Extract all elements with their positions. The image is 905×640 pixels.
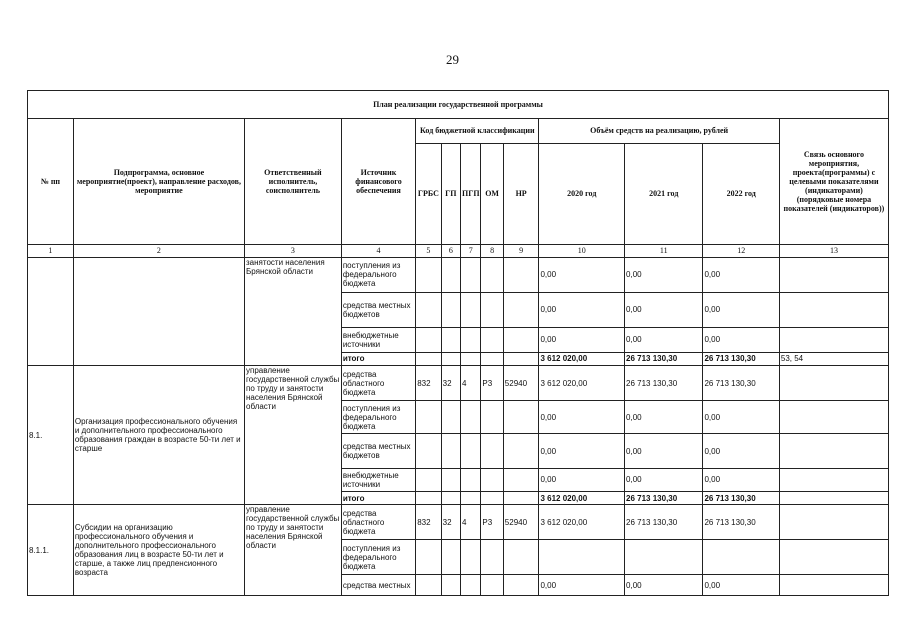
column-number: 13 xyxy=(779,244,888,257)
header-nr: НР xyxy=(503,143,539,244)
table-title: План реализации государственной программы xyxy=(28,91,889,119)
table-row xyxy=(28,366,889,401)
column-number: 9 xyxy=(503,244,539,257)
row-source: средства областного бюджета xyxy=(341,505,415,540)
value-2020: 0,00 xyxy=(539,434,625,469)
code-om: P3 xyxy=(481,505,503,540)
value-2020: 0,00 xyxy=(539,328,625,353)
row-source: внебюджетные источники xyxy=(341,328,415,353)
total-2021: 26 713 130,30 xyxy=(625,352,703,365)
header-budget-code: Код бюджетной классификации xyxy=(416,118,539,143)
header-gp: ГП xyxy=(441,143,460,244)
column-number: 7 xyxy=(461,244,481,257)
value-2021: 0,00 xyxy=(625,257,703,292)
value-2022: 0,00 xyxy=(703,575,779,596)
value-2021: 26 713 130,30 xyxy=(625,366,703,401)
header-responsible: Ответственный исполнитель, соисполнитель xyxy=(245,118,342,244)
row-num xyxy=(28,257,74,365)
value-2022: 26 713 130,30 xyxy=(703,366,779,401)
row-source: внебюджетные источники xyxy=(341,469,415,492)
column-number: 5 xyxy=(416,244,441,257)
column-number: 6 xyxy=(441,244,460,257)
total-2022: 26 713 130,30 xyxy=(703,491,779,504)
code-nr: 52940 xyxy=(503,505,539,540)
code-grbs: 832 xyxy=(416,505,441,540)
header-2020: 2020 год xyxy=(539,143,625,244)
header-link: Связь основного мероприятия, проекта(программы) с целевыми показателями (индикаторами) (порядковые номера показателей (индикаторов)) xyxy=(779,118,888,244)
total-2020: 3 612 020,00 xyxy=(539,491,625,504)
value-2020: 0,00 xyxy=(539,469,625,492)
value-2020: 0,00 xyxy=(539,292,625,327)
header-pgp: ПГП xyxy=(461,143,481,244)
value-2022: 0,00 xyxy=(703,401,779,434)
value-2022: 0,00 xyxy=(703,292,779,327)
row-name: Организация профессионального обучения и дополнительного профессионального образования граждан в возрасте 50-ти лет и старше xyxy=(73,366,244,505)
row-responsible: управление государственной службы по труду и занятости населения Брянской области xyxy=(245,505,342,596)
row-source: средства местных xyxy=(341,575,415,596)
row-name xyxy=(73,257,244,365)
header-om: ОМ xyxy=(481,143,503,244)
row-source: средства местных бюджетов xyxy=(341,434,415,469)
program-plan-table xyxy=(27,90,889,596)
value-2022: 0,00 xyxy=(703,469,779,492)
value-2021: 0,00 xyxy=(625,575,703,596)
column-number: 2 xyxy=(73,244,244,257)
header-source: Источник финансового обеспечения xyxy=(341,118,415,244)
table-row xyxy=(28,505,889,540)
header-grbs: ГРБС xyxy=(416,143,441,244)
row-num: 8.1.1. xyxy=(28,505,74,596)
code-om: P3 xyxy=(481,366,503,401)
column-number: 12 xyxy=(703,244,779,257)
row-source: средства местных бюджетов xyxy=(341,292,415,327)
value-2022: 26 713 130,30 xyxy=(703,505,779,540)
code-pgp: 4 xyxy=(461,366,481,401)
value-2022: 0,00 xyxy=(703,434,779,469)
row-responsible: занятости населения Брянской области xyxy=(245,257,342,365)
code-grbs: 832 xyxy=(416,366,441,401)
row-source: поступления из федерального бюджета xyxy=(341,540,415,575)
column-number: 4 xyxy=(341,244,415,257)
header-volume: Объём средств на реализацию, рублей xyxy=(539,118,779,143)
value-2020: 0,00 xyxy=(539,401,625,434)
indicator-link: 53, 54 xyxy=(779,352,888,365)
page-number: 29 xyxy=(446,52,459,67)
total-2021: 26 713 130,30 xyxy=(625,491,703,504)
row-name: Субсидии на организацию профессионального обучения и дополнительного профессионального образования лиц в возрасте 50-ти лет и старше, а также лиц предпенсионного возраста xyxy=(73,505,244,596)
row-num: 8.1. xyxy=(28,366,74,505)
value-2020: 3 612 020,00 xyxy=(539,505,625,540)
value-2020: 0,00 xyxy=(539,257,625,292)
code-gp: 32 xyxy=(441,505,460,540)
column-number: 3 xyxy=(245,244,342,257)
value-2021: 0,00 xyxy=(625,401,703,434)
value-2020: 0,00 xyxy=(539,575,625,596)
column-number: 8 xyxy=(481,244,503,257)
column-number: 11 xyxy=(625,244,703,257)
total-2020: 3 612 020,00 xyxy=(539,352,625,365)
code-pgp: 4 xyxy=(461,505,481,540)
row-source: поступления из федерального бюджета xyxy=(341,401,415,434)
header-2021: 2021 год xyxy=(625,143,703,244)
row-source: поступления из федерального бюджета xyxy=(341,257,415,292)
value-2021: 0,00 xyxy=(625,292,703,327)
value-2021: 0,00 xyxy=(625,434,703,469)
header-subprogram: Подпрограмма, основное мероприятие(проект), направление расходов, мероприятие xyxy=(73,118,244,244)
header-num: № пп xyxy=(28,118,74,244)
code-nr: 52940 xyxy=(503,366,539,401)
table-row xyxy=(28,257,889,292)
value-2021: 0,00 xyxy=(625,469,703,492)
value-2021 xyxy=(625,540,703,575)
value-2021: 26 713 130,30 xyxy=(625,505,703,540)
row-source: средства областного бюджета xyxy=(341,366,415,401)
column-number: 1 xyxy=(28,244,74,257)
value-2022: 0,00 xyxy=(703,257,779,292)
code-gp: 32 xyxy=(441,366,460,401)
row-responsible: управление государственной службы по труду и занятости населения Брянской области xyxy=(245,366,342,505)
value-2020 xyxy=(539,540,625,575)
row-source-total: итого xyxy=(341,491,415,504)
total-2022: 26 713 130,30 xyxy=(703,352,779,365)
value-2022: 0,00 xyxy=(703,328,779,353)
value-2020: 3 612 020,00 xyxy=(539,366,625,401)
column-number: 10 xyxy=(539,244,625,257)
value-2022 xyxy=(703,540,779,575)
value-2021: 0,00 xyxy=(625,328,703,353)
header-2022: 2022 год xyxy=(703,143,779,244)
row-source-total: итого xyxy=(341,352,415,365)
